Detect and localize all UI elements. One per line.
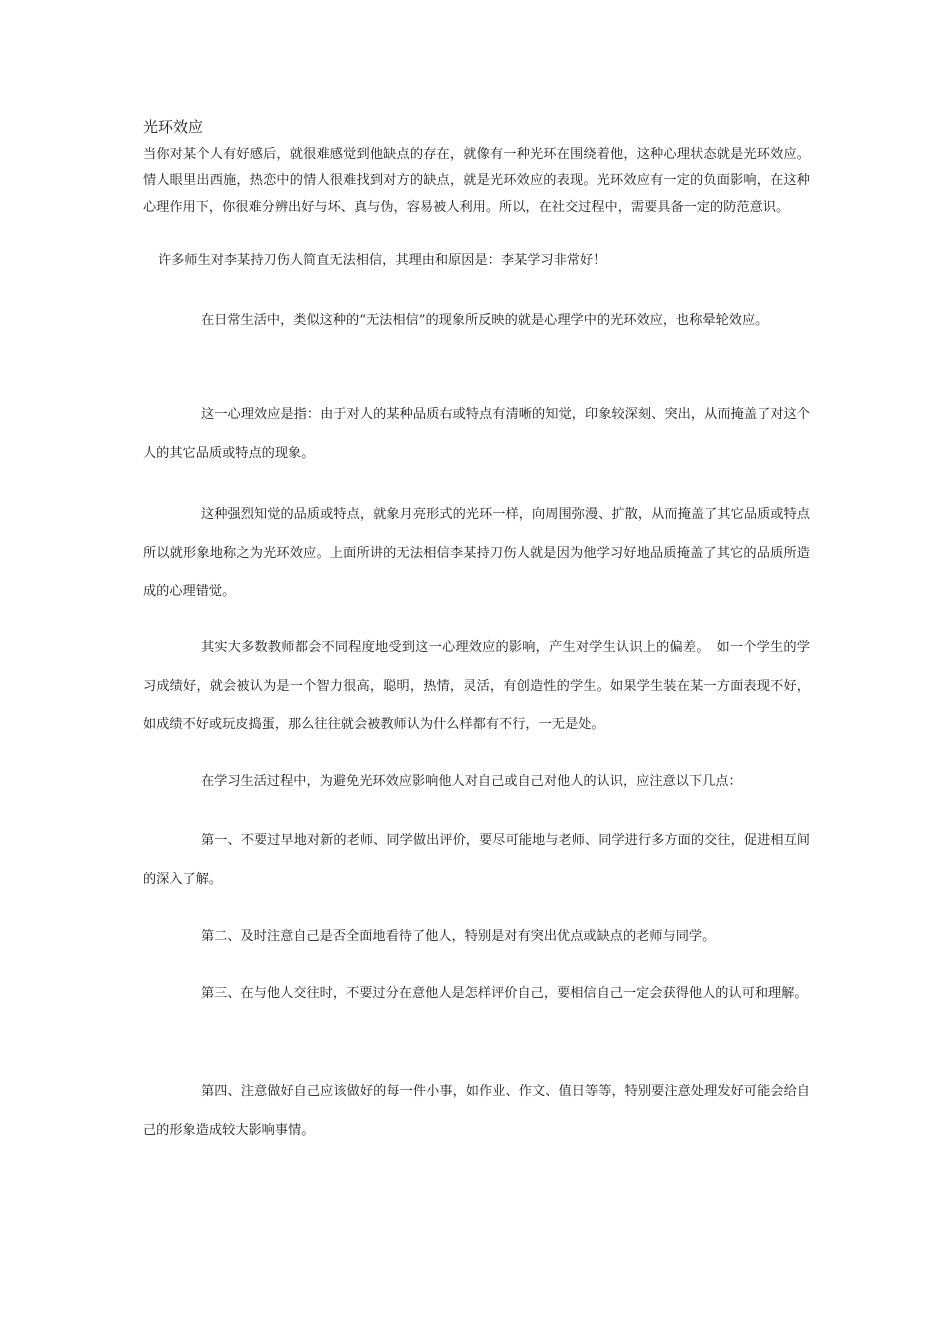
point-second: 第二、及时注意自己是否全面地看待了他人，特别是对有突出优点或缺点的老师与同学。 bbox=[201, 929, 716, 944]
point-fourth: 第四、注意做好自己应该做好的每一件小事，如作业、作文、值日等等，特别要注意处理发好可能会给自己的形象造成较大影响事情。 bbox=[143, 1084, 810, 1138]
body-paragraph-points-intro: 在学习生活过程中，为避免光环效应影响他人对自己或自己对他人的认识，应注意以下几点： bbox=[201, 774, 742, 789]
body-paragraph-halo-definition: 在日常生活中，类似这种的“无法相信”的现象所反映的就是心理学中的光环效应，也称晕轮效应。 bbox=[201, 313, 769, 328]
point-first: 第一、不要过早地对新的老师、同学做出评价，要尽可能地与老师、同学进行多方面的交往，促进相互间的深入了解。 bbox=[143, 833, 810, 887]
document-title: 光环效应 bbox=[143, 118, 204, 136]
intro-paragraph: 当你对某个人有好感后，就很难感觉到他缺点的存在，就像有一种光环在围绕着他，这种心理状态就是光环效应。情人眼里出西施，热恋中的情人很难找到对方的缺点，就是光环效应的表现。光环效应有一定的负面影响，在这种心理作用下，你很难分辨出好与坏、真与伪，容易被人利用。所以，在社交过程中，需要具备一定的防范意识。 bbox=[143, 147, 810, 215]
body-paragraph-teachers: 其实大多数教师都会不同程度地受到这一心理效应的影响，产生对学生认识上的偏差。 如一个学生的学习成绩好，就会被认为是一个智力很高，聪明，热情，灵活，有创造性的学生。如果学生装在某一方面表现不好，如成绩不好或玩皮捣蛋，那么往往就会被教师认为什么样都有不行，一无是处。 bbox=[143, 640, 810, 733]
lead-sentence: 许多师生对李某持刀伤人简直无法相信，其理由和原因是：李某学习非常好！ bbox=[158, 253, 607, 268]
point-third: 第三、在与他人交往时，不要过分在意他人是怎样评价自己，要相信自己一定会获得他人的认可和理解。 bbox=[201, 986, 808, 1001]
body-paragraph-halo-analogy: 这种强烈知觉的品质或特点，就象月亮形式的光环一样，向周围弥漫、扩散，从而掩盖了其它品质或特点所以就形象地称之为光环效应。上面所讲的无法相信李某持刀伤人就是因为他学习好地品质掩盖了其它的品质所造成的心理错觉。 bbox=[143, 507, 810, 600]
body-paragraph-effect-meaning: 这一心理效应是指：由于对人的某种品质右或特点有清晰的知觉，印象较深刻、突出，从而掩盖了对这个人的其它品质或特点的现象。 bbox=[143, 407, 810, 461]
